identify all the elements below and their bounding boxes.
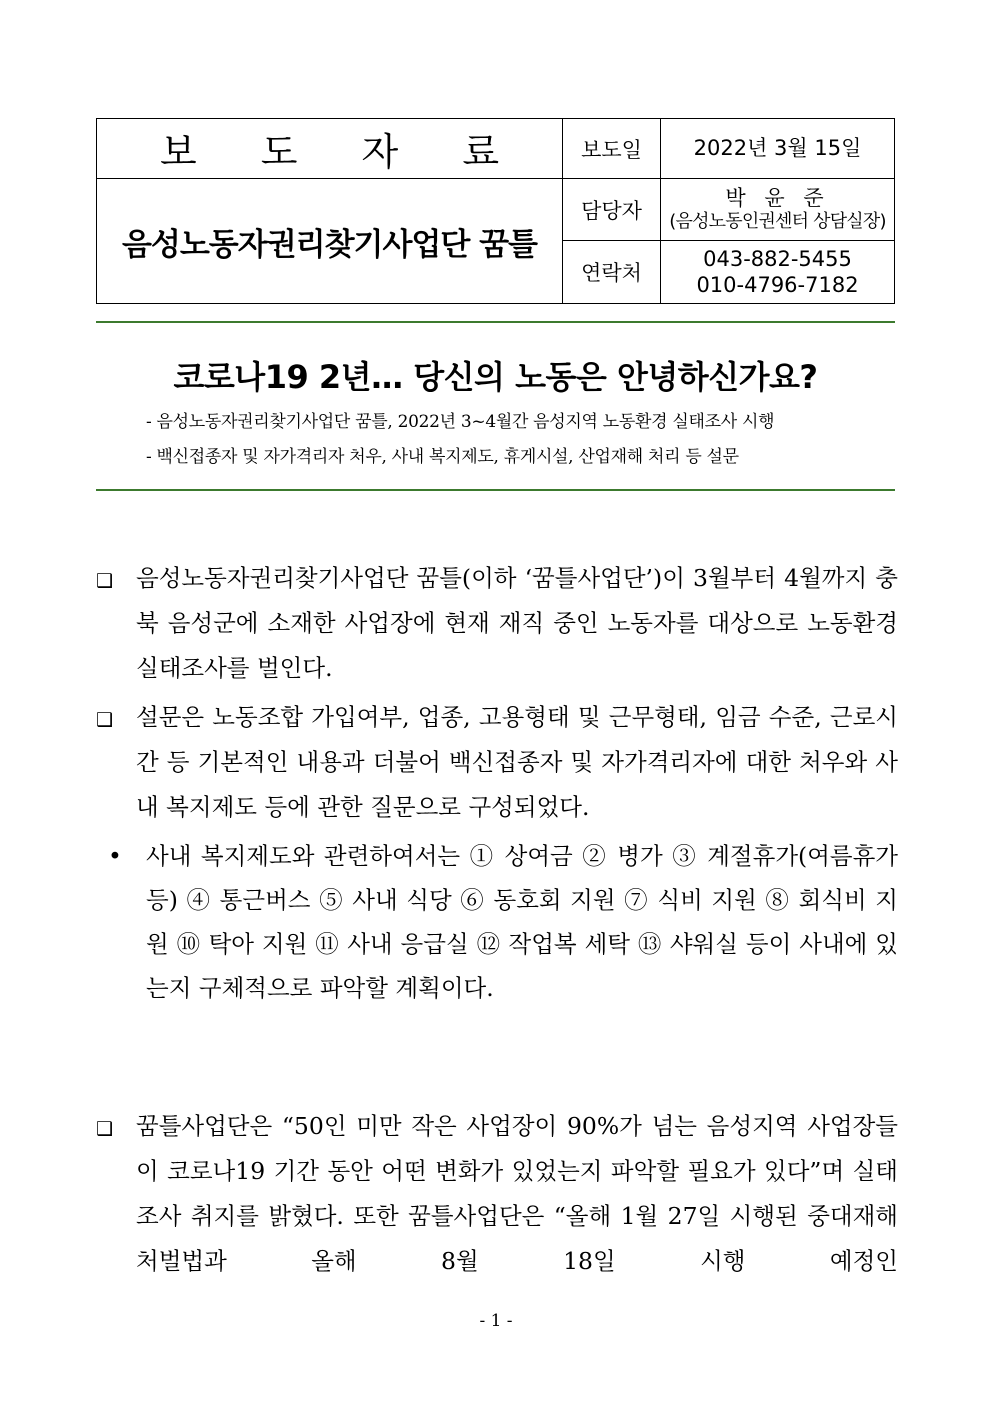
- organization-name: 음성노동자권리찾기사업단 꿈틀: [121, 226, 538, 263]
- paragraph-2: [96, 695, 898, 830]
- square-bullet-icon: ❑: [96, 709, 114, 731]
- page-number: - 1 -: [479, 1311, 513, 1331]
- subhead-2: - 백신접종자 및 자가격리자 처우, 사내 복지제도, 휴게시설, 산업재해 처리 등 설문: [146, 447, 739, 467]
- phone-values: [661, 241, 894, 303]
- paragraph-text: 설문은 노동조합 가입여부, 업종, 고용형태 및 근무형태, 임금 수준, 근로시간 등 기본적인 내용과 더불어 백신접종자 및 자가격리자에 대한 처우와 사내 복지제도 등에 관한 질문으로 구성되었다.: [136, 703, 898, 821]
- paragraph-text: 음성노동자권리찾기사업단 꿈틀(이하 ‘꿈틀사업단’)이 3월부터 4월까지 충북 음성군에 소재한 사업장에 현재 재직 중인 노동자를 대상으로 노동환경 실태조사를 벌인다.: [136, 564, 898, 682]
- dot-bullet-icon: •: [108, 842, 122, 870]
- square-bullet-icon: ❑: [96, 570, 114, 592]
- date-value: 2022년 3월 15일: [693, 136, 862, 161]
- date-label: 보도일: [581, 137, 642, 162]
- phone-label: 연락처: [581, 261, 642, 285]
- contact-name: 박 윤 준: [725, 186, 830, 211]
- headline: 코로나19 2년… 당신의 노동은 안녕하신가요?: [173, 358, 818, 396]
- contact-label: 담당자: [581, 198, 642, 223]
- top-divider: [96, 321, 895, 323]
- phone-number-2: 010-4796-7182: [696, 273, 859, 297]
- paragraph-1: [96, 556, 898, 691]
- square-bullet-icon: ❑: [96, 1118, 114, 1140]
- paragraph-3: [96, 1104, 898, 1284]
- phone-number-1: 043-882-5455: [703, 246, 852, 271]
- bullet-text: 사내 복지제도와 관련하여서는 ① 상여금 ② 병가 ③ 계절휴가(여름휴가 등) ④ 통근버스 ⑤ 사내 식당 ⑥ 동호회 지원 ⑦ 식비 지원 ⑧ 회식비 지원 ⑩ 탁아 지원 ⑪ 사내 응급실 ⑫ 작업복 세탁 ⑬ 샤워실 등이 사내에 있는지 구체적으로 파악할 계획이다.: [146, 842, 898, 1002]
- subhead-1: - 음성노동자권리찾기사업단 꿈틀, 2022년 3~4월간 음성지역 노동환경 실태조사 시행: [146, 412, 775, 432]
- contact-role: (음성노동인권센터 상담실장): [669, 211, 886, 233]
- paragraph-text: 꿈틀사업단은 “50인 미만 작은 사업장이 90%가 넘는 음성지역 사업장들이 코로나19 기간 동안 어떤 변화가 있었는지 파악할 필요가 있다”며 실태조사 취지를 밝혔다. 또한 꿈틀사업단은 “올해 1월 27일 시행된 중대재해처벌법과 올해 8월 18일 시행 예정인: [136, 1112, 898, 1275]
- bullet-item: [108, 834, 898, 1010]
- contact-value: [661, 179, 894, 240]
- press-release-title: 보 도 자 료: [159, 130, 526, 174]
- bottom-divider: [96, 489, 895, 491]
- press-header-table: [96, 118, 895, 304]
